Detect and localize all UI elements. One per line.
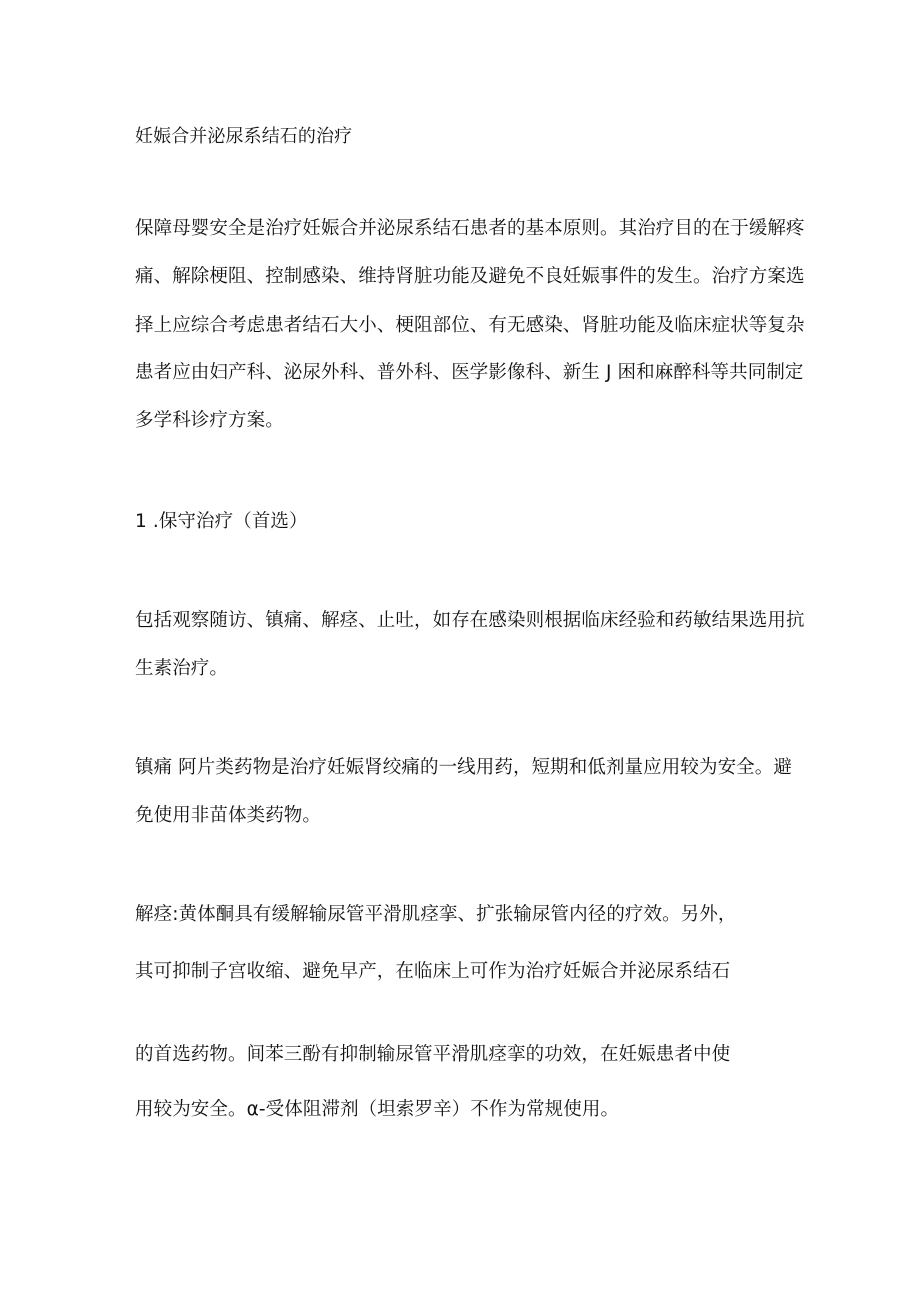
intro-paragraph-line: 痛、解除梗阻、控制感染、维持肾脏功能及避免不良妊娠事件的发生。治疗方案选 <box>135 266 805 287</box>
antispasm-paragraph-line: 解痉:黄体酮具有缓解输尿管平滑肌痉挛、扩张输尿管内径的疗效。另外， <box>135 904 737 925</box>
analgesia-paragraph-line: 镇痛 阿片类药物是治疗妊娠肾绞痛的一线用药，短期和低剂量应用较为安全。避 <box>135 757 792 778</box>
section-heading-conservative: 1 .保守治疗（首选） <box>135 511 308 532</box>
intro-paragraph-line: 择上应综合考虑患者结石大小、梗阻部位、有无感染、肾脏功能及临床症状等复杂 <box>135 315 805 336</box>
conservative-paragraph-line: 生素治疗。 <box>135 658 229 679</box>
document-title: 妊娠合并泌尿系结石的治疗 <box>135 126 353 147</box>
analgesia-paragraph-line: 免使用非苗体类药物。 <box>135 805 322 826</box>
antispasm-paragraph-line: 其可抑制子宫收缩、避免早产，在临床上可作为治疗妊娠合并泌尿系结石 <box>135 961 731 982</box>
intro-paragraph-line: 保障母婴安全是治疗妊娠合并泌尿系结石患者的基本原则。其治疗目的在于缓解疼 <box>135 218 805 239</box>
antispasm-paragraph-line: 用较为安全。α-受体阻滞剂（坦索罗辛）不作为常规使用。 <box>135 1099 620 1120</box>
conservative-paragraph-line: 包括观察随访、镇痛、解痉、止吐，如存在感染则根据临床经验和药敏结果选用抗 <box>135 610 805 631</box>
antispasm-paragraph-line: 的首选药物。间苯三酚有抑制输尿管平滑肌痉挛的功效，在妊娠患者中使 <box>135 1044 731 1065</box>
intro-paragraph-line: 多学科诊疗方案。 <box>135 410 284 431</box>
intro-paragraph-line: 患者应由妇产科、泌尿外科、普外科、医学影像科、新生 J 困和麻醉科等共同制定 <box>135 362 804 383</box>
